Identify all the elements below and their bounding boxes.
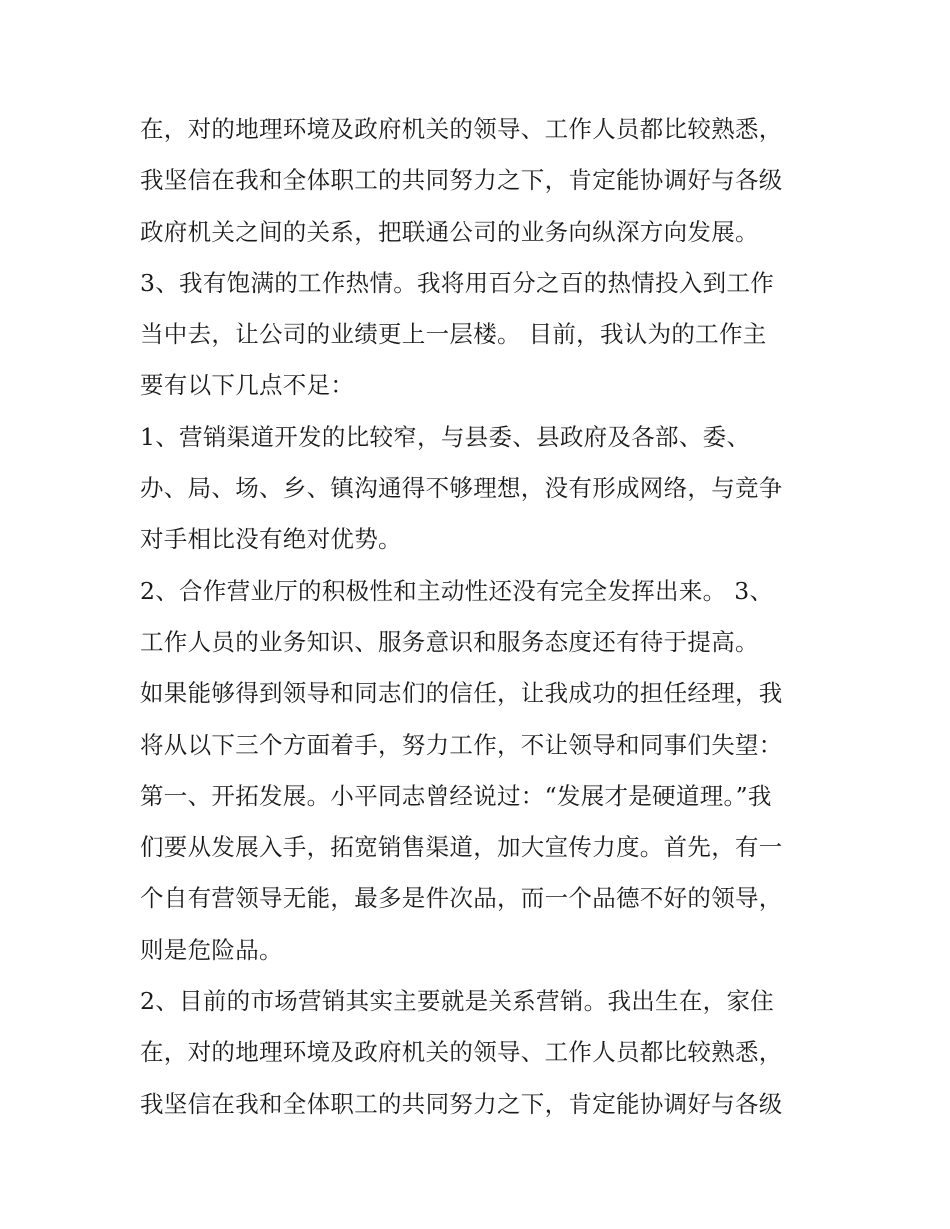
text-line: 在，对的地理环境及政府机关的领导、工作人员都比较熟悉，	[140, 115, 783, 143]
text-line: 如果能够得到领导和同志们的信任，让我成功的担任经理，我	[140, 679, 783, 708]
text-line: 们要从发展入手，拓宽销售渠道，加大宣传力度。首先，有一	[140, 833, 783, 862]
text-line: 2、合作营业厅的积极性和主动性还没有完全发挥出来。 3、	[140, 576, 774, 605]
text-line: 当中去，让公司的业绩更上一层楼。 目前，我认为的工作主	[140, 320, 767, 349]
text-line: 1、营销渠道开发的比较窄，与县委、县政府及各部、委、	[140, 422, 751, 451]
text-line: 3、我有饱满的工作热情。我将用百分之百的热情投入到工作	[140, 268, 775, 297]
text-line: 政府机关之间的关系，把联通公司的业务向纵深方向发展。	[140, 217, 759, 246]
text-line: 对手相比没有绝对优势。	[140, 525, 402, 554]
text-line: 我坚信在我和全体职工的共同努力之下，肯定能协调好与各级	[140, 1089, 783, 1118]
text-line: 办、局、场、乡、镇沟通得不够理想，没有形成网络，与竞争	[140, 474, 783, 503]
text-line: 要有以下几点不足：	[140, 371, 355, 400]
text-line: 第一、开拓发展。小平同志曾经说过：“发展才是硬道理。”我	[140, 781, 772, 810]
text-line: 在，对的地理环境及政府机关的领导、工作人员都比较熟悉，	[140, 1038, 783, 1067]
text-line: 个自有营领导无能，最多是件次品，而一个品德不好的领导，	[140, 884, 783, 913]
text-line: 将从以下三个方面着手，努力工作，不让领导和同事们失望：	[140, 730, 783, 759]
body-text	[140, 104, 820, 1130]
text-line: 则是危险品。	[140, 935, 283, 964]
text-line: 2、目前的市场营销其实主要就是关系营销。我出生在，家住	[140, 987, 775, 1016]
text-line: 我坚信在我和全体职工的共同努力之下，肯定能协调好与各级	[140, 166, 783, 195]
text-line: 工作人员的业务知识、服务意识和服务态度还有待于提高。	[140, 627, 759, 656]
